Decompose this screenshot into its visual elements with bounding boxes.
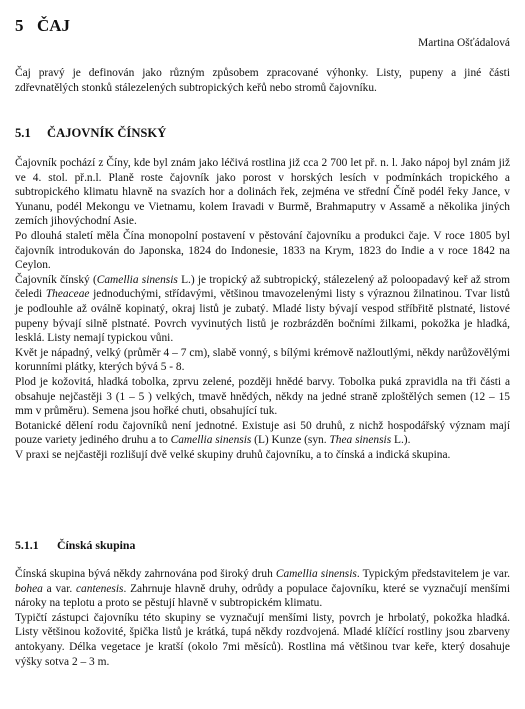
- section-heading: [15, 126, 166, 141]
- section-number: 5.1: [15, 126, 31, 140]
- chapter-heading: [15, 16, 70, 36]
- paragraph: Plod je kožovitá, hladká tobolka, zprvu zelené, později hnědé barvy. Tobolka puká zpravidla na tři části a obsahuje nejčastěji 3 (1 – 5 ) velkých, tmavě hnědých, někdy na jedné straně zploštělých semen (12 – 15 mm v průměru). Semena jsou hořké chuti, obsahující tuk.: [15, 375, 510, 418]
- variety-name: bohea: [15, 582, 43, 595]
- subsection-body: [15, 567, 510, 669]
- text-run: Čajovník čínský (: [15, 273, 97, 286]
- text-run: . Typickým představitelem je var.: [356, 568, 510, 580]
- intro-paragraph: Čaj pravý je definován jako různým způsobem zpracované výhonky. Listy, pupeny a jiné části zdřevnatělých stonků stálezelených subtropických keřů nebo stromů čajovníku.: [15, 67, 510, 94]
- subsection-heading: [15, 538, 135, 553]
- paragraph: [15, 419, 510, 448]
- paragraph: Čajovník pochází z Číny, kde byl znám jako léčivá rostlina již cca 2 700 let př. n. l. Jako nápoj byl znám již ve 4. stol. př.n.l. Planě roste čajovník jako porost v horských lesích v podmínkách tropického a subtropického klimatu hlavně na svazích hor a dolinách řek, zejména ve střední Číně podél řeky Jance, v Yunanu, podél Mekongu ve Vietnamu, kolem Iravadi v Burmě, Brahmaputry v Assamě a několika jiných zemích jihovýchodní Asie.: [15, 157, 510, 228]
- intro-block: [15, 66, 510, 95]
- paragraph: Po dlouhá staletí měla Čína monopolní postavení v pěstování čajovníku a produkci čaje. V roce 1805 byl čajovník introdukován do Japonska, 1824 do Indonesie, 1833 na Krym, 1823 do Indie a v roce 1842 na Ceylon.: [15, 229, 510, 272]
- text-run: . Zahrnuje hlavně druhy, odrůdy a populace čajovníku, které se vyznačují menšími nároky na teplotu a proto se pěstují hlavně v subtropickém klimatu.: [15, 582, 510, 610]
- chapter-title: ČAJ: [37, 16, 71, 35]
- text-run: (L) Kunze (syn.: [251, 434, 330, 447]
- author-name: Martina Ošťádalová: [418, 37, 510, 49]
- latin-family: Theaceae: [45, 288, 90, 301]
- paragraph: Typičtí zástupci čajovníku této skupiny se vyznačují menšími listy, povrch je hrbolatý, pokožka hladká. Listy většinou kožovité, špička listů je krátká, tupá někdy rozdvojená. Mladé klíčící rostliny jsou zbarveny antokyany. Délka vegetace je kratší (okolo 7mi měsíců). Rostlina má většinou tvar keře, který dosahuje výšky sotva 2 – 3 m.: [15, 611, 510, 668]
- latin-name: Camellia sinensis: [96, 273, 178, 286]
- chapter-number: 5: [15, 16, 24, 35]
- latin-name: Camellia sinensis: [275, 568, 357, 580]
- latin-name: Camellia sinensis: [170, 434, 252, 447]
- latin-name: Thea sinensis: [329, 434, 392, 447]
- text-run: Botanické dělení rodu čajovníků není jednotné. Existuje asi 50 druhů, z nichž hospodářský význam mají pouze variety jediného druhu a to: [15, 419, 510, 447]
- text-run: L.).: [391, 434, 411, 447]
- paragraph: V praxi se nejčastěji rozlišují dvě velké skupiny druhů čajovníku, a to čínská a indická skupina.: [15, 448, 451, 461]
- text-run: L.) je tropický až subtropický, stálezelený až poloopadavý keř až strom čeledi: [15, 273, 511, 301]
- text-run: a var.: [42, 582, 76, 595]
- text-run: jednoduchými, střídavými, většinou tmavozelenými listy s výraznou žilnatinou. Tvar listů je podlouhle až oválně kopinatý, okraj listů je zubatý. Mladé listy bývají vespod stříbřitě plstnaté, listové pupeny bývají silně plstnaté. Povrch vyvinutých listů je rozbrázděn bočními žilkami, pokožka je hladká, lesklá. Listy nemají typickou vůni.: [15, 288, 510, 345]
- paragraph: [15, 567, 510, 611]
- paragraph: Květ je nápadný, velký (průměr 4 – 7 cm), slabě vonný, s bílými krémově nažloutlými, někdy narůžovělými korunními plátky, kterých bývá 5 - 8.: [15, 346, 510, 374]
- subsection-number: 5.1.1: [15, 538, 39, 552]
- subsection-title: Čínská skupina: [57, 538, 136, 552]
- paragraph: [15, 273, 510, 346]
- section-body: [15, 156, 510, 462]
- variety-name: cantenesis: [76, 582, 124, 595]
- section-title: ČAJOVNÍK ČÍNSKÝ: [47, 126, 167, 140]
- text-run: Čínská skupina bývá někdy zahrnována pod široký druh: [15, 568, 276, 580]
